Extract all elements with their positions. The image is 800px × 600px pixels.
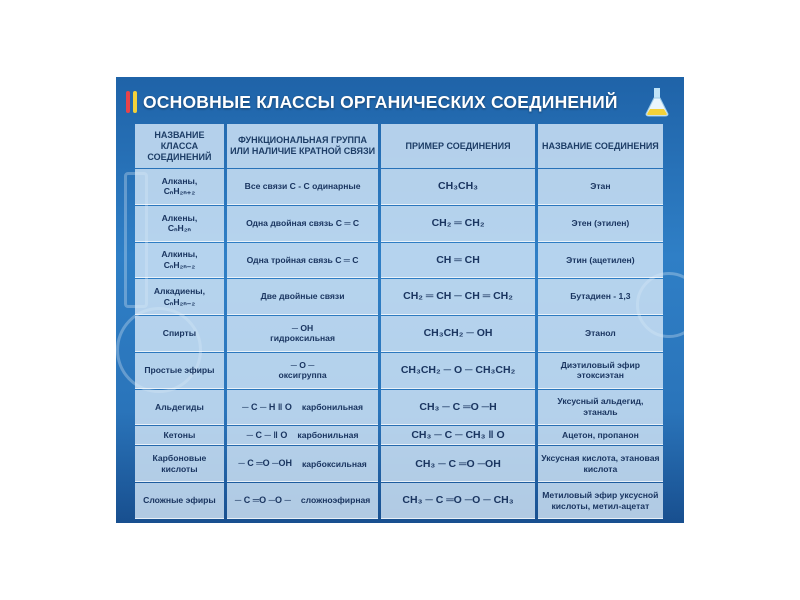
class-formula: CₙH₂ₙ — [167, 223, 191, 234]
header-functional-group: ФУНКЦИОНАЛЬНАЯ ГРУППА ИЛИ НАЛИЧИЕ КРАТНОЙ СВЯЗИ — [227, 124, 378, 168]
group-cell — [227, 483, 378, 519]
example-cell: CH₃CH₂ ─ O ─ CH₃CH₂ — [381, 353, 534, 389]
table-header-row — [135, 124, 663, 168]
compound-cell: Ацетон, пропанон — [538, 426, 663, 445]
group-cell — [227, 446, 378, 482]
title-bar — [126, 83, 674, 121]
class-cell — [135, 169, 224, 205]
compound-cell: Этанол — [538, 316, 663, 352]
example-cell: CH₂ ═ CH ─ CH ═ CH₂ — [381, 279, 534, 315]
class-cell: Простые эфиры — [135, 353, 224, 389]
red-tube-icon — [126, 91, 130, 113]
group-label: сложноэфирная — [300, 495, 371, 506]
flask-icon — [644, 87, 670, 117]
compound-cell: Уксусная кислота, этановая кислота — [538, 446, 663, 482]
test-tubes-icon — [126, 91, 137, 113]
class-formula: CₙH₂ₙ₊₂ — [163, 186, 196, 197]
class-cell: Кетоны — [135, 426, 224, 445]
table-row — [135, 353, 663, 389]
compound-cell: Этан — [538, 169, 663, 205]
table-row — [135, 390, 663, 426]
compound-cell: Этен (этилен) — [538, 206, 663, 242]
group-structure: ─ C ═O ─O ─ — [234, 495, 291, 506]
yellow-tube-icon — [133, 91, 137, 113]
class-formula: CₙH₂ₙ₋₂ — [163, 259, 196, 270]
group-structure: ─ C ─ H ‖ O — [242, 401, 292, 412]
class-name: Алкины, — [161, 249, 198, 260]
group-label: карбонильная — [301, 401, 363, 412]
group-cell — [227, 426, 378, 445]
table-row — [135, 426, 663, 445]
class-name: Алкадиены, — [153, 286, 206, 297]
header-compound-name: НАЗВАНИЕ СОЕДИНЕНИЯ — [538, 124, 663, 168]
example-cell: CH₂ ═ CH₂ — [381, 206, 534, 242]
table-row — [135, 206, 663, 242]
group-label: гидроксильная — [270, 333, 335, 344]
group-cell: Все связи С - С одинарные — [227, 169, 378, 205]
group-label: карбонильная — [297, 430, 359, 441]
example-cell: CH₃CH₃ — [381, 169, 534, 205]
class-name: Алкены, — [161, 212, 198, 223]
example-cell: CH₃ ─ C ═O ─H — [381, 390, 534, 426]
example-cell: CH₃CH₂ ─ OH — [381, 316, 534, 352]
poster-panel — [116, 77, 684, 523]
compound-cell: Диэтиловый эфир этоксиэтан — [538, 353, 663, 389]
table-row — [135, 279, 663, 315]
class-cell — [135, 206, 224, 242]
header-example: ПРИМЕР СОЕДИНЕНИЯ — [381, 124, 534, 168]
table-row — [135, 169, 663, 205]
table-row — [135, 446, 663, 482]
compounds-table — [132, 123, 666, 520]
example-cell: CH ═ CH — [381, 243, 534, 279]
header-class-name: НАЗВАНИЕ КЛАССА СОЕДИНЕНИЙ — [135, 124, 224, 168]
group-structure: ─ OH — [291, 322, 314, 333]
table-row — [135, 243, 663, 279]
class-name: Алканы, — [161, 175, 198, 186]
class-cell: Сложные эфиры — [135, 483, 224, 519]
class-cell: Альдегиды — [135, 390, 224, 426]
class-cell — [135, 243, 224, 279]
table-row — [135, 316, 663, 352]
page-title: ОСНОВНЫЕ КЛАССЫ ОРГАНИЧЕСКИХ СОЕДИНЕНИЙ — [143, 91, 618, 112]
group-cell — [227, 390, 378, 426]
compound-cell: Этин (ацетилен) — [538, 243, 663, 279]
class-cell: Спирты — [135, 316, 224, 352]
group-label: карбоксильная — [301, 458, 367, 469]
compound-cell: Метиловый эфир уксусной кислоты, метил-ацетат — [538, 483, 663, 519]
table-row — [135, 483, 663, 519]
group-label: оксигруппа — [278, 370, 327, 381]
example-cell: CH₃ ─ C ═O ─OH — [381, 446, 534, 482]
class-cell — [135, 279, 224, 315]
group-cell: Одна двойная связь С ═ С — [227, 206, 378, 242]
class-formula: CₙH₂ₙ₋₂ — [163, 296, 196, 307]
compound-cell: Бутадиен - 1,3 — [538, 279, 663, 315]
group-structure: ─ C ═O ─OH — [238, 458, 292, 469]
compound-cell: Уксусный альдегид, этаналь — [538, 390, 663, 426]
example-cell: CH₃ ─ C ─ CH₃ ‖ O — [381, 426, 534, 445]
group-cell: Две двойные связи — [227, 279, 378, 315]
group-structure: ─ O ─ — [290, 359, 315, 370]
group-cell — [227, 316, 378, 352]
group-cell — [227, 353, 378, 389]
class-cell: Карбоновые кислоты — [135, 446, 224, 482]
example-cell: CH₃ ─ C ═O ─O ─ CH₃ — [381, 483, 534, 519]
group-cell: Одна тройная связь С ═ С — [227, 243, 378, 279]
group-structure: ─ C ─ ‖ O — [246, 430, 288, 441]
